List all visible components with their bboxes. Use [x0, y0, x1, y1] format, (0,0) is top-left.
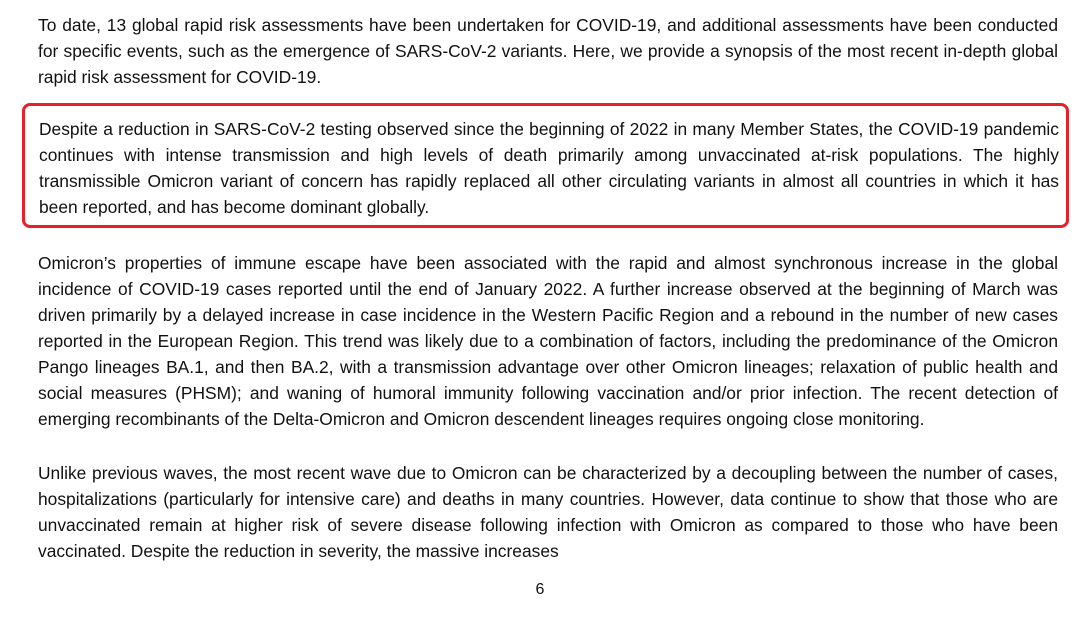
page-number: 6 [535, 581, 545, 598]
highlighted-paragraph-box [22, 103, 1069, 228]
paragraph-decoupling: Unlike previous waves, the most recent wave due to Omicron can be characterized by a decoupling between the number of cases, hospitalizations (particularly for intensive care) and deaths in many countries. However, data continue to show that those who are unvaccinated remain at higher risk of severe disease following infection with Omicron as compared to those who have been vaccinated. Despite the reduction in severity, the massive increases [38, 463, 1058, 561]
paragraph-intro: To date, 13 global rapid risk assessments have been undertaken for COVID-19, and additional assessments have been conducted for specific events, such as the emergence of SARS-CoV-2 variants. Here, we provide a synopsis of the most recent in-depth global rapid risk assessment for COVID-19. [38, 15, 1058, 87]
paragraph-highlighted: Despite a reduction in SARS-CoV-2 testing observed since the beginning of 2022 in many Member States, the COVID-19 pandemic continues with intense transmission and high levels of death primarily among unvaccinated at-risk populations. The highly transmissible Omicron variant of concern has rapidly replaced all other circulating variants in almost all countries in which it has been reported, and has become dominant globally. [39, 119, 1059, 217]
paragraph-omicron-properties: Omicron’s properties of immune escape have been associated with the rapid and almost synchronous increase in the global incidence of COVID-19 cases reported until the end of January 2022. A further increase observed at the beginning of March was driven primarily by a delayed increase in case incidence in the Western Pacific Region and a rebound in the number of new cases reported in the European Region. This trend was likely due to a combination of factors, including the predominance of the Omicron Pango lineages BA.1, and then BA.2, with a transmission advantage over other Omicron lineages; relaxation of public health and social measures (PHSM); and waning of humoral immunity following vaccination and/or prior infection. The recent detection of emerging recombinants of the Delta-Omicron and Omicron descendent lineages requires ongoing close monitoring. [38, 253, 1058, 429]
